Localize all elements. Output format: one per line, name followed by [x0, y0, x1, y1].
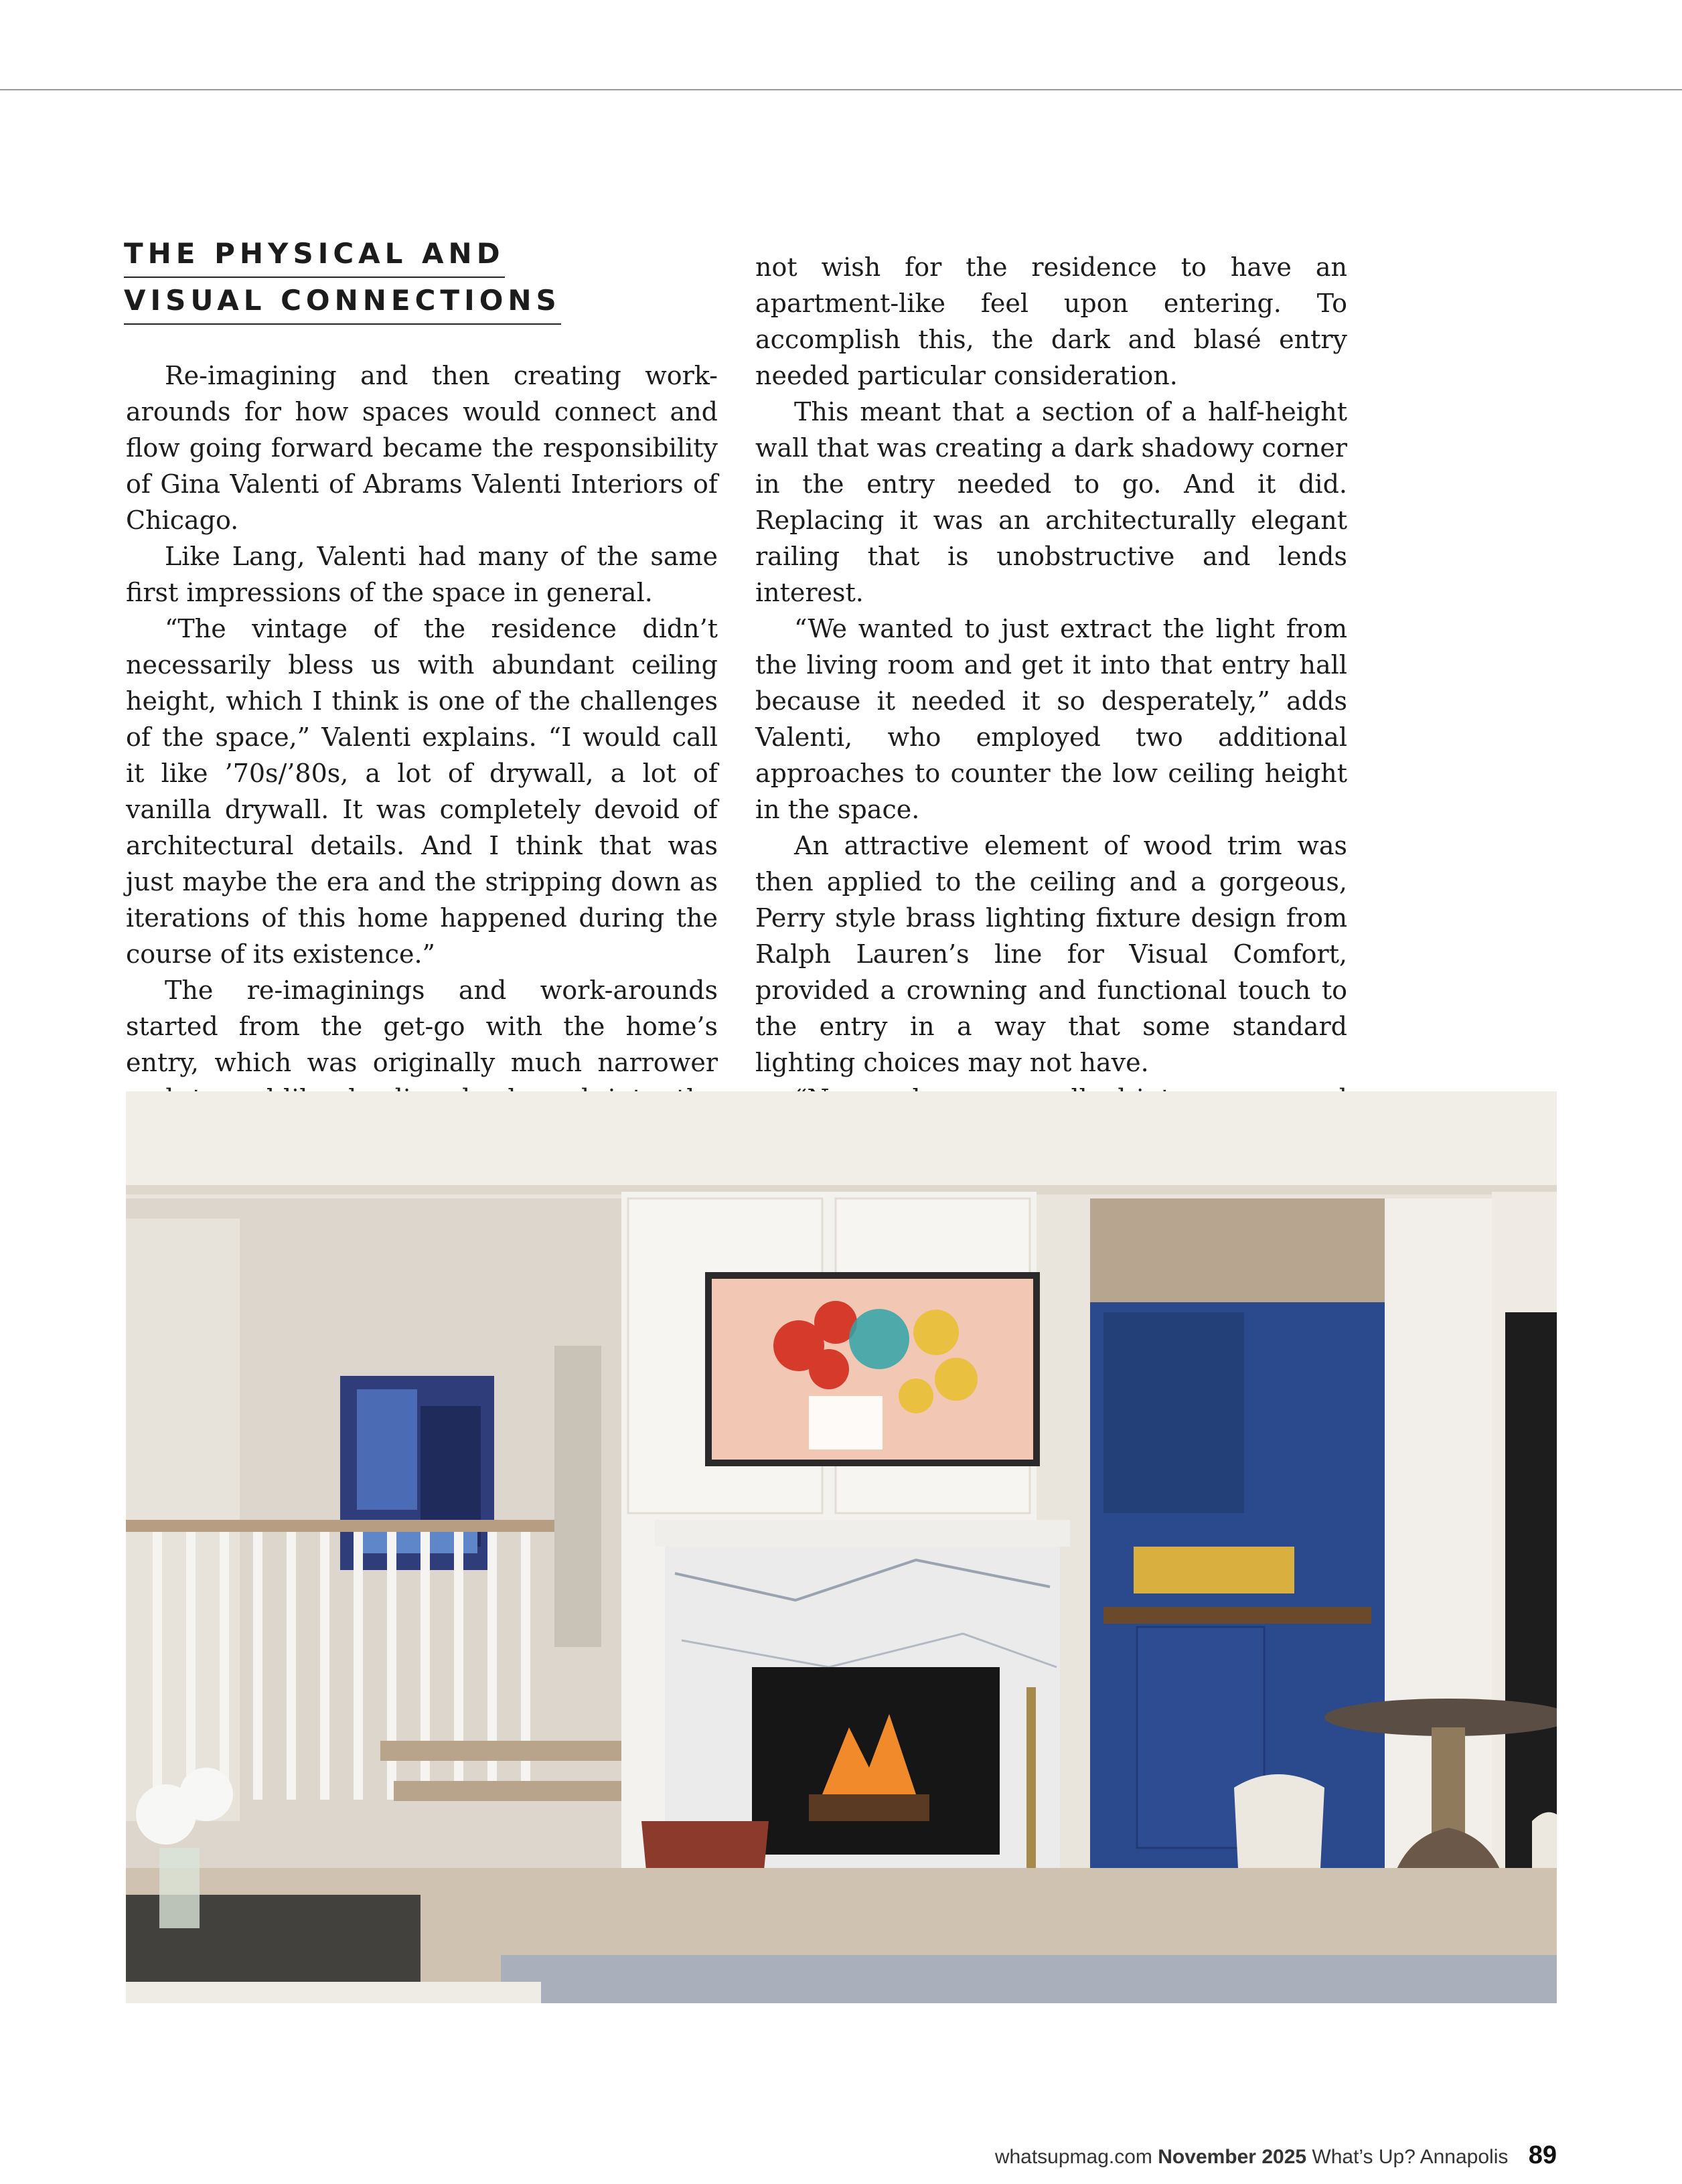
text-column-right — [755, 249, 1347, 1225]
paragraph: Like Lang, Valenti had many of the same first impressions of the space in general. — [126, 542, 718, 607]
top-rule — [0, 89, 1682, 90]
text-column-left — [126, 358, 718, 1153]
paragraph: This meant that a section of a half-height wall that was creating a dark shadowy corner in the entry needed to go. And it did. Replacing it was an architecturally elegant railing that is unobstructive and lends interest. — [755, 397, 1347, 607]
paragraph: not wish for the residence to have an apartment-like feel upon entering. To accomplish this, the dark and blasé entry needed particular consideration. — [755, 252, 1347, 390]
section-heading — [124, 231, 561, 325]
heading-line-1: THE PHYSICAL AND — [124, 231, 505, 278]
interior-photo — [126, 1091, 1557, 2003]
paragraph: The re-imaginings and work-arounds started from the get-go with the home’s entry, which was originally much narrower — [126, 976, 718, 1077]
page-number: 89 — [1528, 2141, 1557, 2169]
heading-line-2: VISUAL CONNECTIONS — [124, 278, 561, 325]
page-footer — [995, 2141, 1557, 2170]
paragraph: “The vintage of the residence didn’t necessarily bless us with abundant ceiling height, which I think is one of the challenges of the space,” Valenti explains. “I would call it like ’70s/’80s, a lot of drywall, a lot of vanilla drywall. It was completely devoid of architectural details. And I think that was just maybe the era and the stripping down as iterations of this home happened during the course of its existence.” — [126, 614, 718, 969]
paragraph: An attractive element of wood trim was then applied to the ceiling and a gorgeous, Perry style brass lighting fixture design from Ralph Lauren’s line for Visual Comfort, provided a crowning and functional touch to the entry in a way that some standard lighting choices may not have. — [755, 831, 1347, 1077]
footer-site: whatsupmag.com — [994, 2146, 1152, 2168]
paragraph: “We wanted to just extract the light from the living room and get it into that entry hall because it needed it so desperately,” adds Valenti, who employed two additional approaches to counter the low ceiling height in the space. — [755, 614, 1347, 824]
footer-publication: What’s Up? Annapolis — [1312, 2146, 1509, 2168]
paragraph: Re-imagining and then creating work-arounds for how spaces would connect and flow going forward became the responsibility of Gina Valenti of Abrams Valenti Interiors of Chicago. — [126, 361, 718, 535]
footer-issue: November 2025 — [1158, 2146, 1307, 2168]
